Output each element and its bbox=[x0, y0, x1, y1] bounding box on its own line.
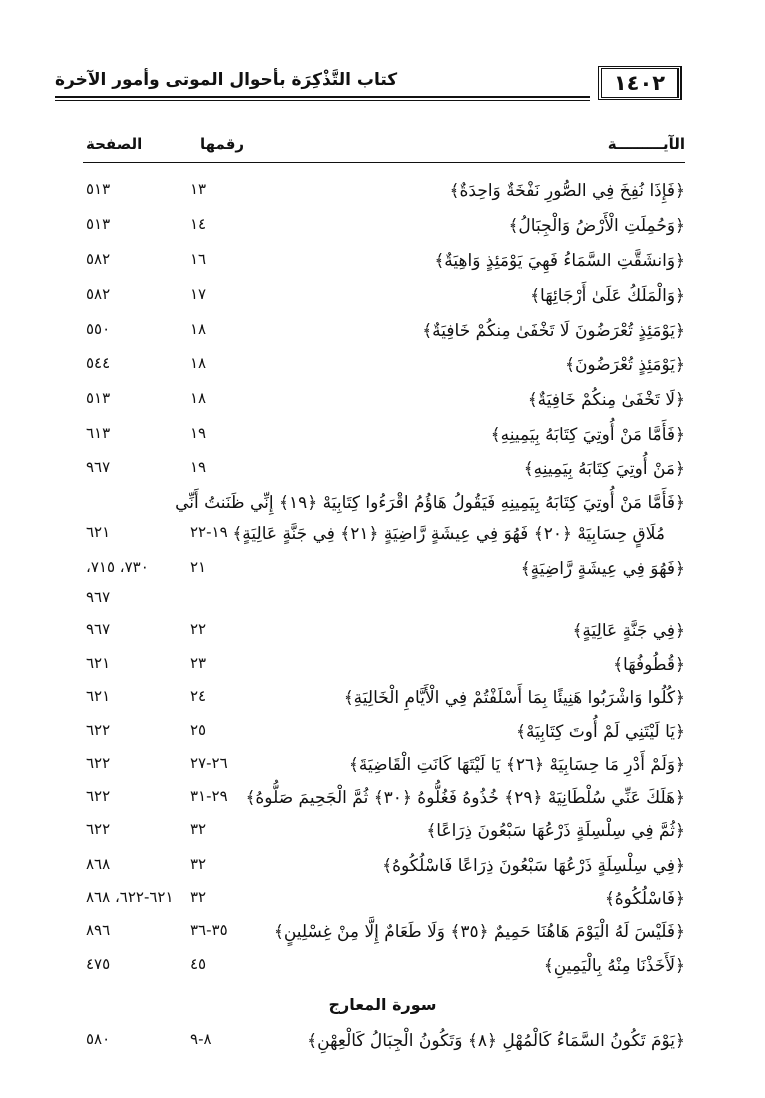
verse-text: ﴿يَوْمَئِذٍ تُعْرَضُونَ﴾ bbox=[564, 355, 685, 375]
index-row bbox=[0, 492, 765, 522]
verse-text: ﴿فَإِذَا نُفِخَ فِي الصُّورِ نَفْخَةٌ وَاحِدَةٌ﴾ bbox=[449, 181, 685, 201]
verse-text: ﴿ثُمَّ فِي سِلْسِلَةٍ ذَرْعُهَا سَبْعُونَ ذِرَاعًا﴾ bbox=[426, 821, 685, 841]
page-reference: ٥٨٠ bbox=[86, 1030, 111, 1048]
index-row bbox=[0, 654, 765, 684]
verse-number: ١٧ bbox=[190, 285, 207, 303]
verse-number: ٢١ bbox=[190, 558, 207, 576]
index-row bbox=[0, 1030, 765, 1060]
index-row bbox=[0, 888, 765, 918]
index-row bbox=[0, 389, 765, 419]
verse-text: ﴿فَلَيْسَ لَهُ الْيَوْمَ هَاهُنَا حَمِيمٌ ﴿٣٥﴾ وَلَا طَعَامٌ إِلَّا مِنْ غِسْلِينٍ﴾ bbox=[273, 922, 685, 942]
page-reference: ٥١٣ bbox=[86, 389, 111, 407]
index-row bbox=[0, 721, 765, 751]
verse-text: ﴿مَنْ أُوتِيَ كِتَابَهُ بِيَمِينِهِ﴾ bbox=[523, 459, 685, 479]
index-row bbox=[0, 955, 765, 985]
page-reference: ٦٢٢ bbox=[86, 754, 111, 772]
verse-text: ﴿يَوْمَ تَكُونُ السَّمَاءُ كَالْمُهْلِ ﴿٨﴾ وَتَكُونُ الْجِبَالُ كَالْعِهْنِ﴾ bbox=[307, 1031, 685, 1051]
column-heading-rule bbox=[83, 162, 685, 163]
page-reference: ٩٦٧ bbox=[86, 458, 111, 476]
verse-text: ﴿لَأَخَذْنَا مِنْهُ بِالْيَمِينِ﴾ bbox=[543, 956, 685, 976]
verse-number: ٣٢ bbox=[190, 855, 207, 873]
verse-number: ٢٦-٢٧ bbox=[190, 754, 228, 772]
index-row bbox=[0, 523, 765, 553]
page-reference: ٥٨٢ bbox=[86, 250, 111, 268]
verse-number: ٤٥ bbox=[190, 955, 207, 973]
page-reference-continued: ٩٦٧ bbox=[86, 588, 111, 606]
page-reference: ٦٢١ bbox=[86, 523, 111, 541]
index-row bbox=[0, 921, 765, 951]
index-row bbox=[0, 558, 765, 588]
index-row bbox=[0, 320, 765, 350]
page-reference: ٨٦٨ bbox=[86, 855, 111, 873]
verse-number: ١٨ bbox=[190, 389, 207, 407]
index-row bbox=[0, 855, 765, 885]
page-reference: ٦٢٢ bbox=[86, 787, 111, 805]
index-row bbox=[0, 215, 765, 245]
index-row bbox=[0, 285, 765, 315]
verse-number: ١٨ bbox=[190, 320, 207, 338]
verse-number: ٣٢ bbox=[190, 820, 207, 838]
page-reference: ٦٢٢ bbox=[86, 820, 111, 838]
header-rule bbox=[55, 96, 590, 98]
index-row bbox=[0, 354, 765, 384]
verse-text: ﴿فِي جَنَّةٍ عَالِيَةٍ﴾ bbox=[572, 621, 685, 641]
verse-number: ٣٥-٣٦ bbox=[190, 921, 228, 939]
verse-text: ﴿كُلُوا وَاشْرَبُوا هَنِيئًا بِمَا أَسْلَفْتُمْ فِي الْأَيَّامِ الْخَالِيَةِ﴾ bbox=[343, 688, 685, 708]
page-reference: ٥١٣ bbox=[86, 215, 111, 233]
verse-text: ﴿وَحُمِلَتِ الْأَرْضُ وَالْجِبَالُ﴾ bbox=[508, 216, 685, 236]
verse-text: ﴿يَا لَيْتَنِي لَمْ أُوتَ كِتَابِيَهْ﴾ bbox=[516, 722, 685, 742]
verse-text: ﴿لَا تَخْفَىٰ مِنكُمْ خَافِيَةٌ﴾ bbox=[527, 390, 685, 410]
verse-number: ٢٢ bbox=[190, 620, 207, 638]
verse-text: ﴿يَوْمَئِذٍ تُعْرَضُونَ لَا تَخْفَىٰ مِنكُمْ خَافِيَةٌ﴾ bbox=[422, 321, 685, 341]
verse-text: ﴿فَاسْلُكُوهُ﴾ bbox=[604, 889, 685, 909]
verse-number: ١٣ bbox=[190, 180, 207, 198]
page-number: ١٤٠٢ bbox=[598, 66, 682, 100]
verse-text: ﴿فَأَمَّا مَنْ أُوتِيَ كِتَابَهُ بِيَمِينِهِ﴾ bbox=[490, 425, 685, 445]
verse-number: ١٩ bbox=[190, 424, 207, 442]
column-heading-number: رقمها bbox=[200, 135, 245, 153]
page-reference: ٥٤٤ bbox=[86, 354, 111, 372]
page-reference: ٥١٣ bbox=[86, 180, 111, 198]
verse-number: ١٤ bbox=[190, 215, 207, 233]
verse-number: ١٩ bbox=[190, 458, 207, 476]
verse-text: ﴿قُطُوفُهَا﴾ bbox=[613, 655, 685, 675]
verse-text: ﴿هَلَكَ عَنِّي سُلْطَانِيَهْ ﴿٢٩﴾ خُذُوهُ فَغُلُّوهُ ﴿٣٠﴾ ثُمَّ الْجَحِيمَ صَلُّوهُ﴾ bbox=[245, 788, 685, 808]
verse-text: ﴿فَأَمَّا مَنْ أُوتِيَ كِتَابَهُ بِيَمِينِهِ فَيَقُولُ هَاؤُمُ اقْرَءُوا كِتَابِيَهْ ﴿١٩﴾ إِنِّي ظَنَنتُ أَنِّي bbox=[175, 493, 685, 513]
index-row bbox=[0, 687, 765, 717]
index-row bbox=[0, 787, 765, 817]
verse-number: ٨-٩ bbox=[190, 1030, 212, 1048]
index-row bbox=[0, 458, 765, 488]
page-reference: ٦٢٢ bbox=[86, 721, 111, 739]
index-row bbox=[0, 180, 765, 210]
page-reference: ٦٢١-٦٢٢، ٨٦٨ bbox=[86, 888, 174, 906]
page-reference: ٥٨٢ bbox=[86, 285, 111, 303]
book-title: كتاب التَّذْكِرَة بأحوال الموتى وأمور الآخرة bbox=[55, 70, 398, 90]
verse-number: ٣٢ bbox=[190, 888, 207, 906]
index-row bbox=[0, 820, 765, 850]
verse-text: مُلَاقٍ حِسَابِيَهْ ﴿٢٠﴾ فَهُوَ فِي عِيشَةٍ رَّاضِيَةٍ ﴿٢١﴾ فِي جَنَّةٍ عَالِيَةٍ﴾ bbox=[232, 524, 665, 544]
verse-number: ٢٩-٣١ bbox=[190, 787, 228, 805]
index-row bbox=[0, 754, 765, 784]
verse-text: ﴿وَالْمَلَكُ عَلَىٰ أَرْجَائِهَا﴾ bbox=[530, 286, 685, 306]
page-reference: ٥٥٠ bbox=[86, 320, 111, 338]
verse-text: ﴿وَلَمْ أَدْرِ مَا حِسَابِيَهْ ﴿٢٦﴾ يَا لَيْتَهَا كَانَتِ الْقَاضِيَةَ﴾ bbox=[348, 755, 685, 775]
page-reference: ٨٩٦ bbox=[86, 921, 111, 939]
page-reference: ٤٧٥ bbox=[86, 955, 111, 973]
page-reference: ٧٣٠، ٧١٥، bbox=[86, 558, 149, 576]
index-row bbox=[0, 424, 765, 454]
page-reference: ٩٦٧ bbox=[86, 620, 111, 638]
verse-number: ١٨ bbox=[190, 354, 207, 372]
page-reference: ٦٢١ bbox=[86, 687, 111, 705]
page-reference: ٦٢١ bbox=[86, 654, 111, 672]
verse-text: ﴿فَهُوَ فِي عِيشَةٍ رَّاضِيَةٍ﴾ bbox=[520, 559, 685, 579]
column-heading-page: الصفحة bbox=[86, 135, 143, 153]
verse-number: ٢٣ bbox=[190, 654, 207, 672]
verse-number: ٢٤ bbox=[190, 687, 207, 705]
verse-number: ١٩-٢٢ bbox=[190, 523, 228, 541]
verse-number: ٢٥ bbox=[190, 721, 207, 739]
header-rule-thin bbox=[55, 100, 590, 101]
running-header bbox=[55, 66, 685, 106]
index-row bbox=[0, 250, 765, 280]
verse-text: ﴿وَانشَقَّتِ السَّمَاءُ فَهِيَ يَوْمَئِذٍ وَاهِيَةٌ﴾ bbox=[434, 251, 685, 271]
verse-number: ١٦ bbox=[190, 250, 207, 268]
verse-text: ﴿فِي سِلْسِلَةٍ ذَرْعُهَا سَبْعُونَ ذِرَاعًا فَاسْلُكُوهُ﴾ bbox=[382, 856, 685, 876]
column-heading-aya: الآيـــــــــة bbox=[607, 135, 685, 153]
index-row bbox=[0, 620, 765, 650]
page-reference: ٦١٣ bbox=[86, 424, 111, 442]
surah-heading: سورة المعارج bbox=[328, 995, 437, 1014]
